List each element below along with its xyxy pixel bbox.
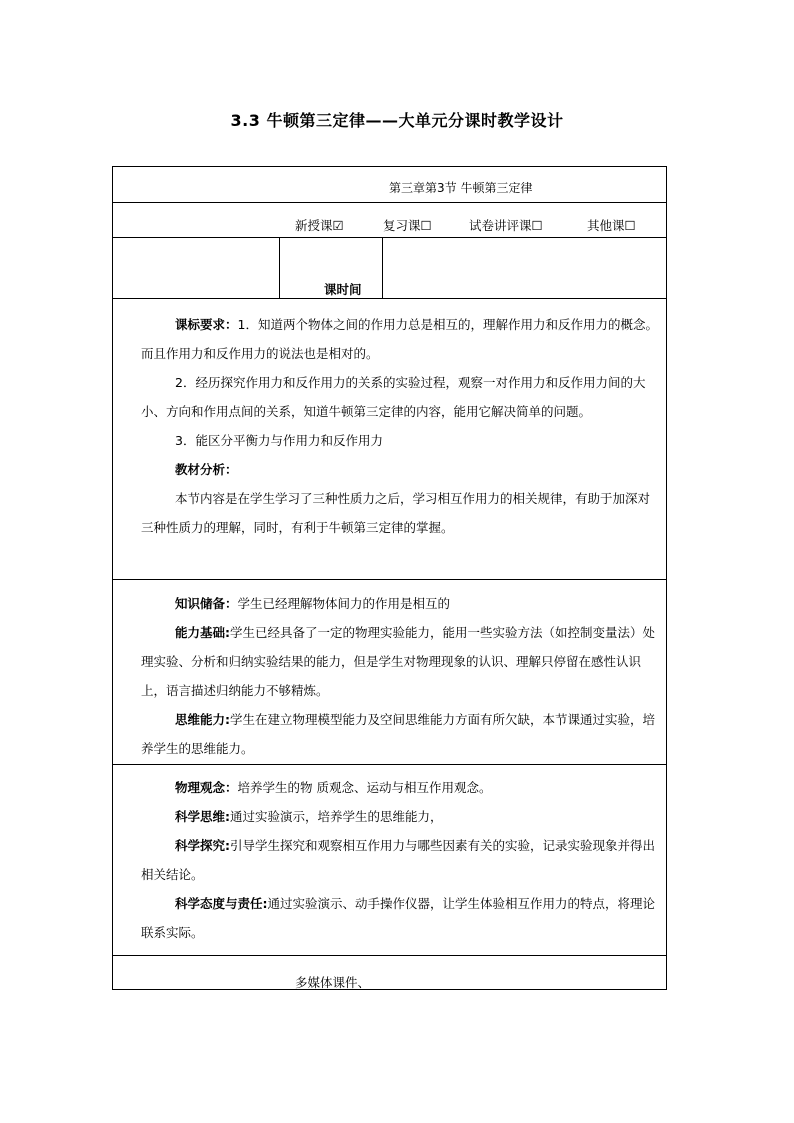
ability-paragraph — [141, 618, 661, 705]
knowledge-label: 知识储备： — [175, 596, 238, 611]
col-divider — [279, 237, 280, 298]
scientific-thinking-label: 科学思维: — [175, 809, 230, 824]
knowledge-text: 学生已经理解物体间力的作用是相互的 — [237, 596, 451, 611]
physics-concept-label: 物理观念： — [175, 780, 238, 795]
physics-concept-paragraph — [141, 773, 661, 802]
chapter-heading: 第三章第3节 牛顿第三定律 — [389, 181, 533, 195]
section-core-literacy — [141, 773, 661, 947]
curriculum-req-paragraph — [141, 310, 661, 368]
knowledge-paragraph — [141, 589, 661, 618]
ability-label: 能力基础: — [175, 625, 230, 640]
lesson-plan-table — [112, 166, 667, 990]
class-hours-label: 课时间 — [324, 282, 362, 297]
row-divider — [113, 764, 666, 765]
scientific-inquiry-label: 科学探究: — [175, 838, 230, 853]
lesson-type-new: 新授课☑ — [295, 218, 344, 233]
thinking-label: 思维能力: — [175, 712, 230, 727]
attitude-paragraph — [141, 889, 661, 947]
attitude-text: 通过实验演示、动手操作仪器，让学生体验相互作用力的特点，将理论联系实际。 — [141, 896, 656, 940]
section-curriculum — [141, 310, 661, 542]
thinking-text: 学生在建立物理模型能力及空间思维能力方面有所欠缺，本节课通过实验，培养学生的思维能力。 — [141, 712, 656, 756]
row-divider — [113, 298, 666, 299]
curriculum-req-label: 课标要求： — [175, 317, 238, 332]
textbook-analysis-text: 本节内容是在学生学习了三种性质力之后，学习相互作用力的相关规律，有助于加深对三种性质力的理解，同时，有利于牛顿第三定律的掌握。 — [141, 491, 651, 535]
scientific-thinking-text: 通过实验演示，培养学生的思维能力， — [230, 809, 443, 824]
attitude-label: 科学态度与责任: — [175, 896, 268, 911]
row-divider — [113, 955, 666, 956]
curriculum-req-3: 3．能区分平衡力与作用力和反作用力 — [175, 433, 383, 448]
scientific-thinking-paragraph — [141, 802, 661, 831]
document-title: 3.3 牛顿第三定律——大单元分课时教学设计 — [230, 111, 564, 130]
curriculum-req-text: 1．知道两个物体之间的作用力总是相互的，理解作用力和反作用力的概念。而且作用力和反作用力的说法也是相对的。 — [141, 317, 658, 361]
lesson-type-other: 其他课☐ — [587, 218, 636, 233]
textbook-analysis-label: 教材分析： — [175, 462, 238, 477]
section-student-analysis — [141, 589, 661, 763]
row-divider — [113, 237, 666, 238]
row-divider — [113, 202, 666, 203]
col-divider — [382, 237, 383, 298]
scientific-inquiry-paragraph — [141, 831, 661, 889]
curriculum-req-2: 2．经历探究作用力和反作用力的关系的实验过程，观察一对作用力和反作用力间的大小、方向和作用点间的关系，知道牛顿第三定律的内容，能用它解决简单的问题。 — [141, 375, 646, 419]
lesson-type-exam: 试卷讲评课☐ — [469, 218, 543, 233]
lesson-type-review: 复习课☐ — [383, 218, 432, 233]
row-divider — [113, 579, 666, 580]
teaching-resources: 多媒体课件、 — [295, 975, 371, 990]
ability-text: 学生已经具备了一定的物理实验能力，能用一些实验方法（如控制变量法）处理实验、分析和归纳实验结果的能力，但是学生对物理现象的认识、理解只停留在感性认识上，语言描述归纳能力不够精炼。 — [141, 625, 656, 698]
physics-concept-text: 培养学生的物 质观念、运动与相互作用观念。 — [237, 780, 492, 795]
scientific-inquiry-text: 引导学生探究和观察相互作用力与哪些因素有关的实验，记录实验现象并得出相关结论。 — [141, 838, 656, 882]
thinking-paragraph — [141, 705, 661, 763]
